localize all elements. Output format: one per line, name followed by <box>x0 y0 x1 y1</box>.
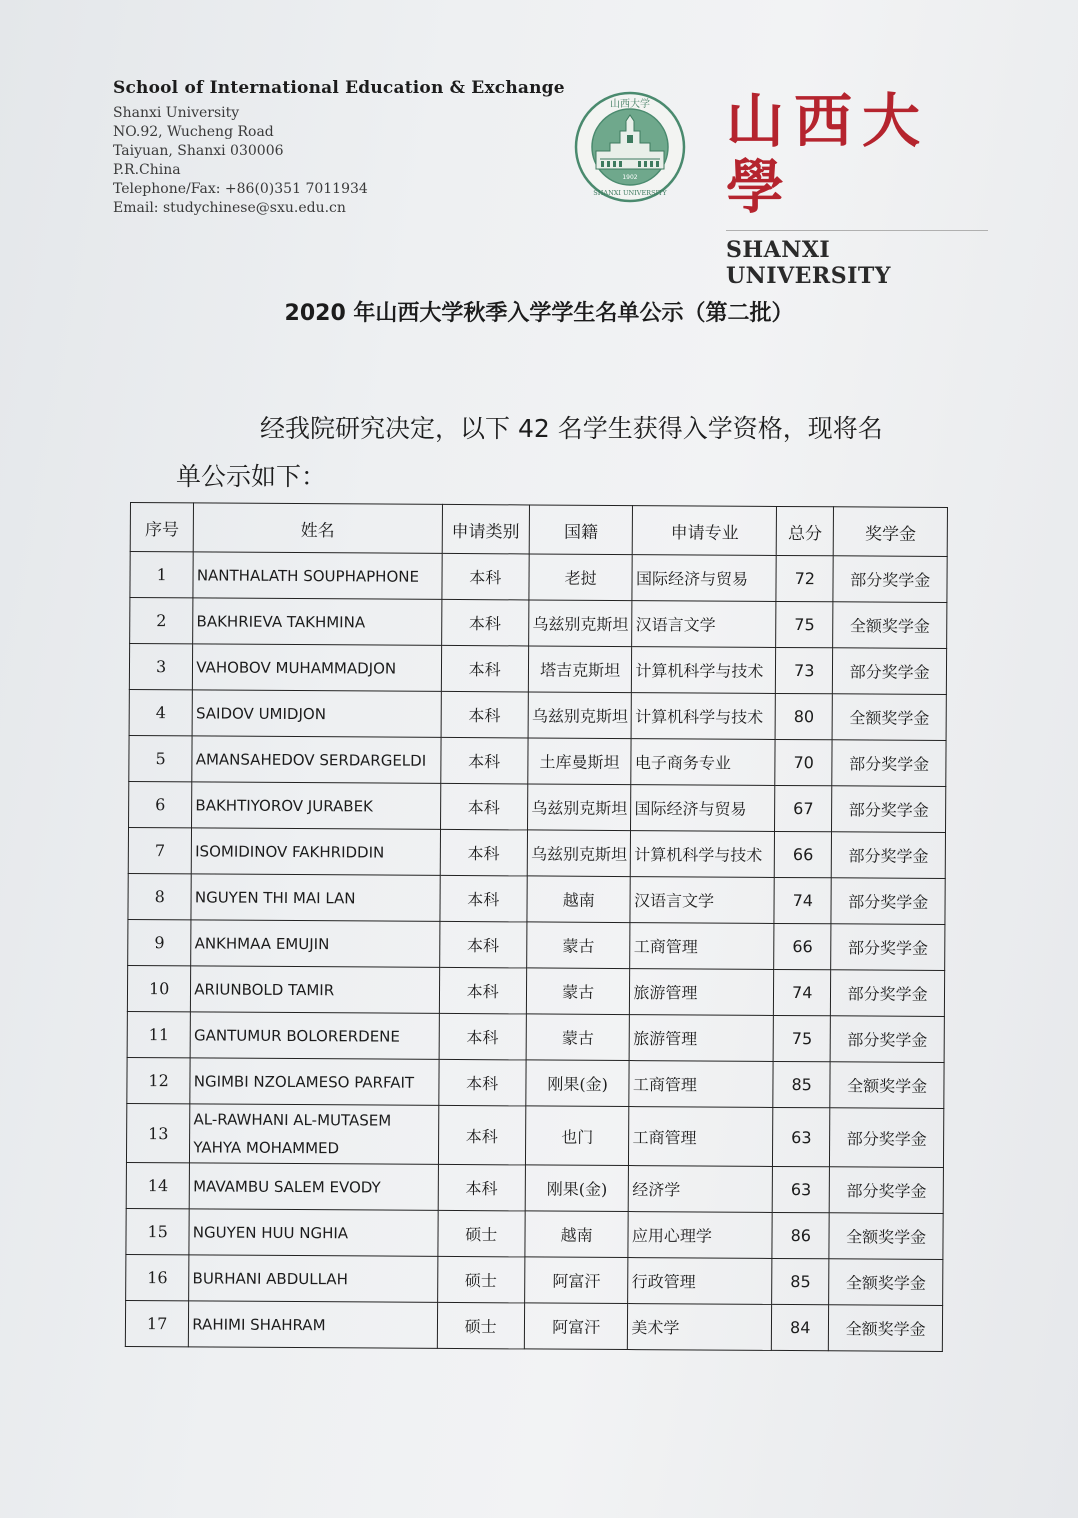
table-row <box>130 552 947 603</box>
cell-scholarship: 全额奖学金 <box>832 694 946 741</box>
cell-nationality: 乌兹别克斯坦 <box>527 830 631 877</box>
table-row <box>126 1103 943 1167</box>
cell-score: 84 <box>771 1304 829 1350</box>
student-roster-table <box>125 502 948 1352</box>
cell-type: 硕士 <box>437 1256 525 1303</box>
cell-scholarship: 部分奖学金 <box>833 556 947 603</box>
cell-no: 5 <box>129 735 193 781</box>
cell-type: 本科 <box>438 1059 526 1106</box>
cell-name: ARIUNBOLD TAMIR <box>191 966 439 1014</box>
seal-year: 1902 <box>622 174 638 181</box>
cell-scholarship: 全额奖学金 <box>829 1305 943 1352</box>
cell-nationality: 刚果(金) <box>526 1060 630 1107</box>
cell-nationality: 越南 <box>527 876 631 923</box>
cell-scholarship: 部分奖学金 <box>833 648 947 695</box>
cell-no: 14 <box>126 1162 190 1208</box>
cell-major: 计算机科学与技术 <box>632 647 776 694</box>
cell-nationality: 也门 <box>525 1106 629 1166</box>
cell-scholarship: 部分奖学金 <box>832 740 946 787</box>
cell-no: 16 <box>126 1254 190 1300</box>
table-row <box>125 1300 942 1351</box>
cell-no: 10 <box>127 965 191 1011</box>
cell-score: 85 <box>772 1258 830 1304</box>
address-line: Taiyuan, Shanxi 030006 <box>113 143 284 159</box>
cell-no: 3 <box>129 644 193 690</box>
address-line: NO.92, Wucheng Road <box>113 124 274 140</box>
cell-scholarship: 部分奖学金 <box>831 924 945 971</box>
cell-nationality: 老挝 <box>529 554 633 601</box>
cell-major: 工商管理 <box>630 923 774 970</box>
cell-scholarship: 部分奖学金 <box>831 878 945 925</box>
table-row <box>127 1011 944 1062</box>
header-major: 申请专业 <box>633 506 777 556</box>
table-row <box>128 919 945 970</box>
cell-no: 2 <box>130 598 194 644</box>
intro-paragraph <box>176 405 936 501</box>
seal-top-text: 山西大学 <box>610 99 650 110</box>
cell-scholarship: 部分奖学金 <box>830 1016 944 1063</box>
cell-major: 旅游管理 <box>630 1015 774 1062</box>
cell-no: 6 <box>129 781 193 827</box>
header-scholarship: 奖学金 <box>834 507 948 557</box>
letterhead-address-block <box>113 78 565 218</box>
cell-score: 63 <box>773 1107 831 1166</box>
table-row <box>129 644 946 695</box>
cell-name: BAKHRIEVA TAKHMINA <box>193 598 441 646</box>
university-seal-icon <box>574 91 686 203</box>
address-line: Email: studychinese@sxu.edu.cn <box>113 200 346 216</box>
cell-type: 本科 <box>441 599 529 646</box>
cell-score: 80 <box>775 693 833 739</box>
cell-scholarship: 部分奖学金 <box>832 832 946 879</box>
cell-score: 86 <box>772 1212 830 1258</box>
cell-type: 本科 <box>441 553 529 600</box>
cell-score: 63 <box>772 1166 830 1212</box>
cell-major: 美术学 <box>628 1304 772 1351</box>
table-row <box>130 598 947 649</box>
cell-name: MAVAMBU SALEM EVODY <box>189 1163 437 1211</box>
cell-nationality: 乌兹别克斯坦 <box>527 784 631 831</box>
cell-name: GANTUMUR BOLORERDENE <box>190 1012 438 1060</box>
intro-line: 单公示如下： <box>176 462 327 491</box>
cell-name: NGUYEN HUU NGHIA <box>189 1209 437 1257</box>
cell-name: NGIMBI NZOLAMESO PARFAIT <box>190 1058 438 1106</box>
cell-no: 4 <box>129 689 193 735</box>
cell-scholarship: 部分奖学金 <box>830 1167 944 1214</box>
cell-name: ISOMIDINOV FAKHRIDDIN <box>192 828 440 876</box>
cell-type: 本科 <box>439 1013 527 1060</box>
cell-score: 67 <box>775 785 833 831</box>
cell-nationality: 塔吉克斯坦 <box>528 646 632 693</box>
cell-scholarship: 全额奖学金 <box>830 1062 944 1109</box>
cell-no: 8 <box>128 873 192 919</box>
cell-score: 73 <box>775 647 833 693</box>
cell-type: 本科 <box>440 829 528 876</box>
cell-scholarship: 全额奖学金 <box>829 1259 943 1306</box>
cell-nationality: 越南 <box>525 1211 629 1258</box>
table-row <box>126 1162 943 1213</box>
cell-no: 11 <box>127 1011 191 1057</box>
cell-score: 66 <box>774 831 832 877</box>
table-row <box>129 735 946 786</box>
cell-nationality: 阿富汗 <box>525 1257 629 1304</box>
cell-major: 电子商务专业 <box>631 739 775 786</box>
cell-major: 旅游管理 <box>630 969 774 1016</box>
cell-no: 1 <box>130 552 194 598</box>
cell-type: 本科 <box>439 967 527 1014</box>
table-row <box>128 873 945 924</box>
cell-name: BAKHTIYOROV JURABEK <box>192 782 440 830</box>
cell-type: 本科 <box>441 691 529 738</box>
cell-major: 汉语言文学 <box>630 877 774 924</box>
cell-scholarship: 部分奖学金 <box>831 970 945 1017</box>
cell-score: 70 <box>775 739 833 785</box>
cell-name: AL-RAWHANI AL-MUTASEM YAHYA MOHAMMED <box>190 1104 439 1165</box>
table-row <box>126 1208 943 1259</box>
cell-nationality: 蒙古 <box>527 922 631 969</box>
cell-major: 工商管理 <box>629 1107 773 1167</box>
intro-line: 经我院研究决定，以下 42 名学生获得入学资格，现将名 <box>260 414 883 443</box>
cell-name: RAHIMI SHAHRAM <box>189 1301 437 1349</box>
cell-major: 应用心理学 <box>628 1212 772 1259</box>
cell-name: SAIDOV UMIDJON <box>192 690 440 738</box>
header-nationality: 国籍 <box>529 505 633 555</box>
cell-nationality: 乌兹别克斯坦 <box>529 600 633 647</box>
cell-scholarship: 部分奖学金 <box>832 786 946 833</box>
cell-type: 硕士 <box>437 1210 525 1257</box>
cell-type: 本科 <box>439 921 527 968</box>
university-brand <box>726 88 988 289</box>
cell-nationality: 蒙古 <box>526 968 630 1015</box>
cell-no: 17 <box>125 1300 189 1346</box>
cell-scholarship: 全额奖学金 <box>829 1213 943 1260</box>
cell-type: 本科 <box>441 645 529 692</box>
cell-score: 75 <box>776 601 834 647</box>
header-score: 总分 <box>776 506 834 555</box>
cell-no: 15 <box>126 1208 190 1254</box>
cell-score: 66 <box>774 923 832 969</box>
cell-no: 12 <box>127 1057 191 1103</box>
cell-major: 行政管理 <box>628 1258 772 1305</box>
cell-major: 国际经济与贸易 <box>631 785 775 832</box>
cell-name: VAHOBOV MUHAMMADJON <box>193 644 441 692</box>
cell-type: 本科 <box>438 1164 526 1211</box>
cell-type: 本科 <box>440 737 528 784</box>
cell-no: 7 <box>128 827 192 873</box>
seal-text: SHANXI UNIVERSITY <box>593 189 667 197</box>
table-row <box>128 827 945 878</box>
cell-name: AMANSAHEDOV SERDARGELDI <box>192 736 440 784</box>
cell-major: 工商管理 <box>629 1061 773 1108</box>
school-name: School of International Education & Exchange <box>113 78 565 98</box>
cell-major: 汉语言文学 <box>632 601 776 648</box>
cell-name: BURHANI ABDULLAH <box>189 1255 437 1303</box>
table-body <box>125 552 947 1352</box>
cell-score: 74 <box>774 877 832 923</box>
cell-name: NGUYEN THI MAI LAN <box>191 874 439 922</box>
cell-nationality: 刚果(金) <box>525 1165 629 1212</box>
cell-major: 经济学 <box>629 1166 773 1213</box>
header-type: 申请类别 <box>442 504 530 554</box>
table-row <box>127 1057 944 1108</box>
address-line: Telephone/Fax: +86(0)351 7011934 <box>113 181 368 197</box>
cell-no: 13 <box>126 1103 190 1162</box>
table-header-row <box>130 503 947 557</box>
table-row <box>126 1254 943 1305</box>
cell-major: 国际经济与贸易 <box>632 555 776 602</box>
cell-name: NANTHALATH SOUPHAPHONE <box>193 552 441 600</box>
table-row <box>127 965 944 1016</box>
cell-type: 硕士 <box>437 1302 525 1349</box>
table-row <box>129 689 946 740</box>
header-name: 姓名 <box>193 503 441 554</box>
table-row <box>129 781 946 832</box>
cell-scholarship: 部分奖学金 <box>830 1108 944 1168</box>
cell-score: 85 <box>773 1061 831 1107</box>
document-title: 2020 年山西大学秋季入学学生名单公示（第二批） <box>284 301 794 326</box>
cell-score: 74 <box>774 969 832 1015</box>
cell-nationality: 阿富汗 <box>524 1303 628 1350</box>
cell-no: 9 <box>128 919 192 965</box>
address-line: P.R.China <box>113 162 181 178</box>
cell-nationality: 土库曼斯坦 <box>528 738 632 785</box>
cell-nationality: 蒙古 <box>526 1014 630 1061</box>
cell-major: 计算机科学与技术 <box>632 693 776 740</box>
cell-nationality: 乌兹别克斯坦 <box>528 692 632 739</box>
cell-scholarship: 全额奖学金 <box>833 602 947 649</box>
cell-score: 72 <box>776 555 834 601</box>
brand-english-name: SHANXI UNIVERSITY <box>726 237 891 289</box>
brand-divider <box>726 230 988 231</box>
cell-score: 75 <box>773 1015 831 1061</box>
cell-type: 本科 <box>439 875 527 922</box>
cell-major: 计算机科学与技术 <box>631 831 775 878</box>
cell-name: ANKHMAA EMUJIN <box>191 920 439 968</box>
address-line: Shanxi University <box>113 105 240 121</box>
cell-type: 本科 <box>440 783 528 830</box>
brand-chinese-name: 山西大學 <box>726 87 931 221</box>
header-no: 序号 <box>130 503 194 552</box>
cell-type: 本科 <box>438 1105 526 1165</box>
